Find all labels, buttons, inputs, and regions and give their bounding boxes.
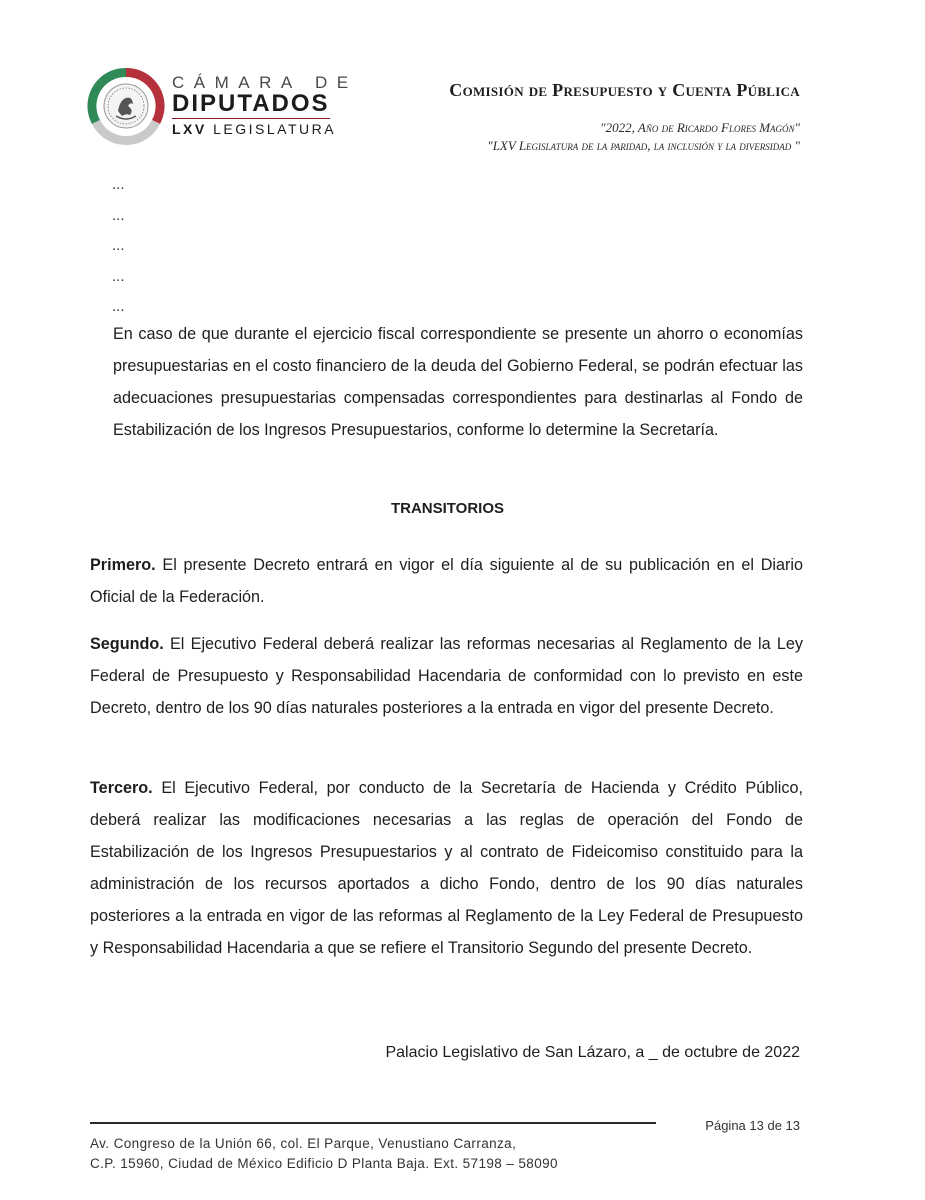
transitorio-segundo-text: El Ejecutivo Federal deberá realizar las reformas necesarias al Reglamento de la Ley Federal de Presupuesto y Responsabilidad Hacendaria de conformidad con lo previsto en este Decreto, dentro de los 90 días naturales posteriores a la entrada en vigor del presente Decreto. — [90, 635, 803, 717]
brand-line-camara: CÁMARA DE — [172, 73, 358, 92]
ellipsis-line: ... — [112, 237, 125, 254]
transitorio-primero-lead: Primero. — [90, 556, 156, 574]
footer-address-line2: C.P. 15960, Ciudad de México Edificio D Planta Baja. Ext. 57198 – 58090 — [90, 1156, 558, 1171]
ellipsis-line: ... — [112, 207, 125, 224]
transitorio-tercero-lead: Tercero. — [90, 779, 153, 797]
ellipsis-line: ... — [112, 298, 125, 315]
section-title: TRANSITORIOS — [390, 500, 505, 517]
page-number: Página 13 de 13 — [705, 1118, 800, 1133]
motto-year: "2022, Año de Ricardo Flores Magón" — [600, 120, 800, 135]
transitorio-tercero-text: El Ejecutivo Federal, por conducto de la Secretaría de Hacienda y Crédito Público, deberá realizar las modificaciones necesarias a las reglas de operación del Fondo de Estabilización de los Ingresos Presupuestarios y al contrato de Fideicomiso constituido para la administración de los recursos aportados a dicho Fondo, dentro de los 90 días naturales posteriores a la entrada en vigor de las reformas al Reglamento de la Ley Federal de Presupuesto y Responsabilidad Hacendaria a que se refiere el Transitorio Segundo del presente Decreto. — [90, 779, 803, 957]
brand-legislatura: LEGISLATURA — [206, 121, 337, 137]
place-date: Palacio Legislativo de San Lázaro, a _ de octubre de 2022 — [385, 1044, 800, 1061]
brand-lxv: LXV — [172, 121, 207, 137]
transitorio-primero-text: El presente Decreto entrará en vigor el día siguiente al de su publicación en el Diario Oficial de la Federación. — [90, 556, 803, 606]
chamber-brand — [172, 74, 358, 137]
camara-seal-icon — [86, 66, 166, 146]
transitorio-tercero — [90, 772, 803, 964]
transitorio-primero — [90, 549, 803, 613]
ellipsis-line: ... — [112, 268, 125, 285]
motto-legislature: "LXV Legislatura de la paridad, la inclusión y la diversidad " — [487, 138, 800, 153]
footer-divider — [90, 1122, 656, 1124]
paragraph-ahorro: En caso de que durante el ejercicio fiscal correspondiente se presente un ahorro o economías presupuestarias en el costo financiero de la deuda del Gobierno Federal, se podrán efectuar las adecuaciones presupuestarias compensadas correspondientes para destinarlas al Fondo de Estabilización de los Ingresos Presupuestarios, conforme lo determine la Secretaría. — [113, 325, 803, 439]
transitorio-segundo-lead: Segundo. — [90, 635, 164, 653]
brand-line-legislatura — [172, 121, 358, 137]
footer-address-line1: Av. Congreso de la Unión 66, col. El Parque, Venustiano Carranza, — [90, 1136, 517, 1151]
brand-line-diputados: DIPUTADOS — [172, 90, 330, 117]
transitorio-segundo — [90, 628, 803, 724]
brand-divider — [172, 118, 330, 119]
ellipsis-line: ... — [112, 176, 125, 193]
commission-title: Comisión de Presupuesto y Cuenta Pública — [449, 80, 800, 100]
